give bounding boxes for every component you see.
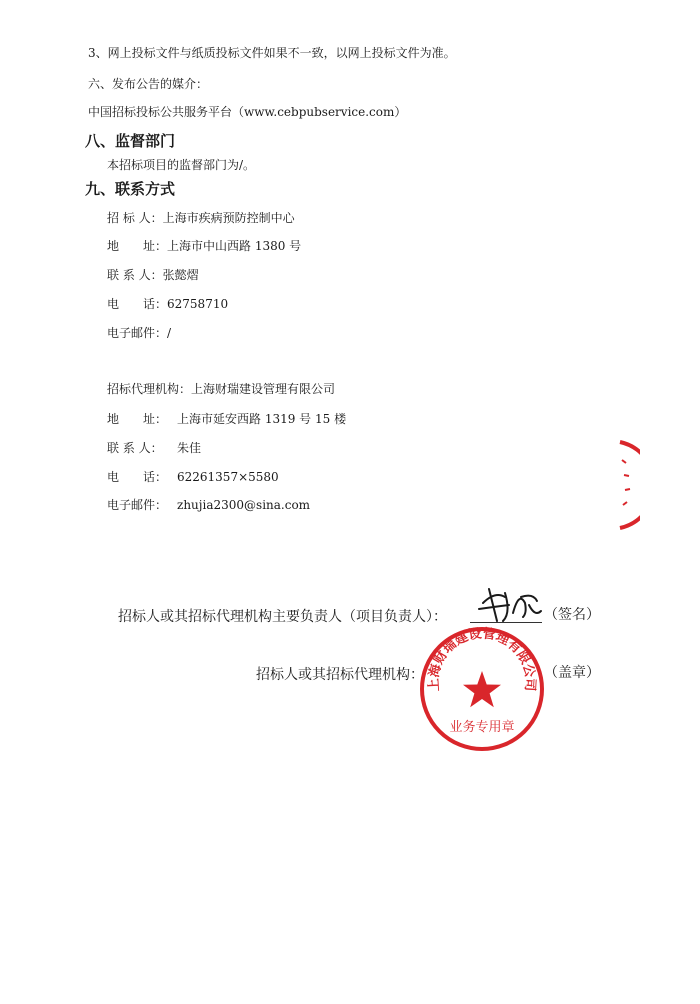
- tenderer-address-value: 上海市中山西路 1380 号: [167, 239, 302, 253]
- agency-contact-row: [107, 440, 201, 456]
- tenderer-phone-label: 电 话：: [107, 297, 168, 311]
- tenderer-phone-row: [107, 296, 228, 312]
- tenderer-name-label: 招 标 人：: [107, 211, 163, 225]
- company-seal-icon: [418, 625, 546, 753]
- tenderer-contact-row: [107, 267, 199, 283]
- agency-contact-label: 联 系 人：: [107, 441, 163, 455]
- agency-phone-row: [107, 469, 279, 485]
- tenderer-name-value: 上海市疾病预防控制中心: [162, 211, 295, 225]
- section-9-heading: 九、联系方式: [85, 180, 176, 198]
- agency-contact-value: 朱佳: [177, 441, 202, 455]
- seal-inner-text: 业务专用章: [449, 720, 515, 735]
- seal-suffix: （盖章）: [544, 665, 600, 681]
- agency-email-label: 电子邮件：: [107, 498, 168, 512]
- tenderer-email-row: [107, 325, 171, 341]
- responsible-label: 招标人或其招标代理机构主要负责人（项目负责人）：: [118, 609, 447, 625]
- agency-email-row: [107, 497, 310, 513]
- partial-seal-icon: [600, 430, 640, 540]
- agency-name-value: 上海财瑞建设管理有限公司: [191, 382, 336, 396]
- agency-seal-label: 招标人或其招标代理机构：: [256, 667, 424, 683]
- section-8-text: 本招标项目的监督部门为/。: [107, 158, 256, 172]
- tenderer-email-value[interactable]: /: [167, 326, 172, 340]
- agency-email-value[interactable]: zhujia2300@sina.com: [177, 498, 311, 512]
- tenderer-address-row: [107, 238, 301, 254]
- media-heading: 六、发布公告的媒介：: [88, 77, 209, 91]
- agency-name-label: 招标代理机构：: [107, 382, 192, 396]
- seal-outer-text: 上海财瑞建设管理有限公司: [426, 626, 538, 692]
- agency-name-row: [107, 381, 335, 397]
- agency-address-value: 上海市延安西路 1319 号 15 楼: [177, 412, 347, 426]
- tenderer-contact-value: 张懿熠: [162, 268, 199, 282]
- section-8-heading: 八、监督部门: [85, 132, 176, 150]
- media-platform: 中国招标投标公共服务平台（www.cebpubservice.com）: [88, 105, 407, 119]
- note-3: 3、网上投标文件与纸质投标文件如果不一致，以网上投标文件为准。: [88, 46, 456, 60]
- tenderer-name-row: [107, 210, 295, 226]
- tenderer-address-label: 地 址：: [107, 239, 168, 253]
- agency-address-label: 地 址：: [107, 412, 168, 426]
- handwritten-signature-icon: [475, 583, 545, 625]
- tenderer-contact-label: 联 系 人：: [107, 268, 163, 282]
- sign-suffix: （签名）: [544, 607, 600, 623]
- agency-address-row: [107, 411, 346, 427]
- tenderer-phone-value: 62758710: [167, 297, 229, 311]
- tenderer-email-label: 电子邮件：: [107, 326, 168, 340]
- agency-phone-value: 62261357×5580: [177, 470, 279, 484]
- agency-phone-label: 电 话：: [107, 470, 168, 484]
